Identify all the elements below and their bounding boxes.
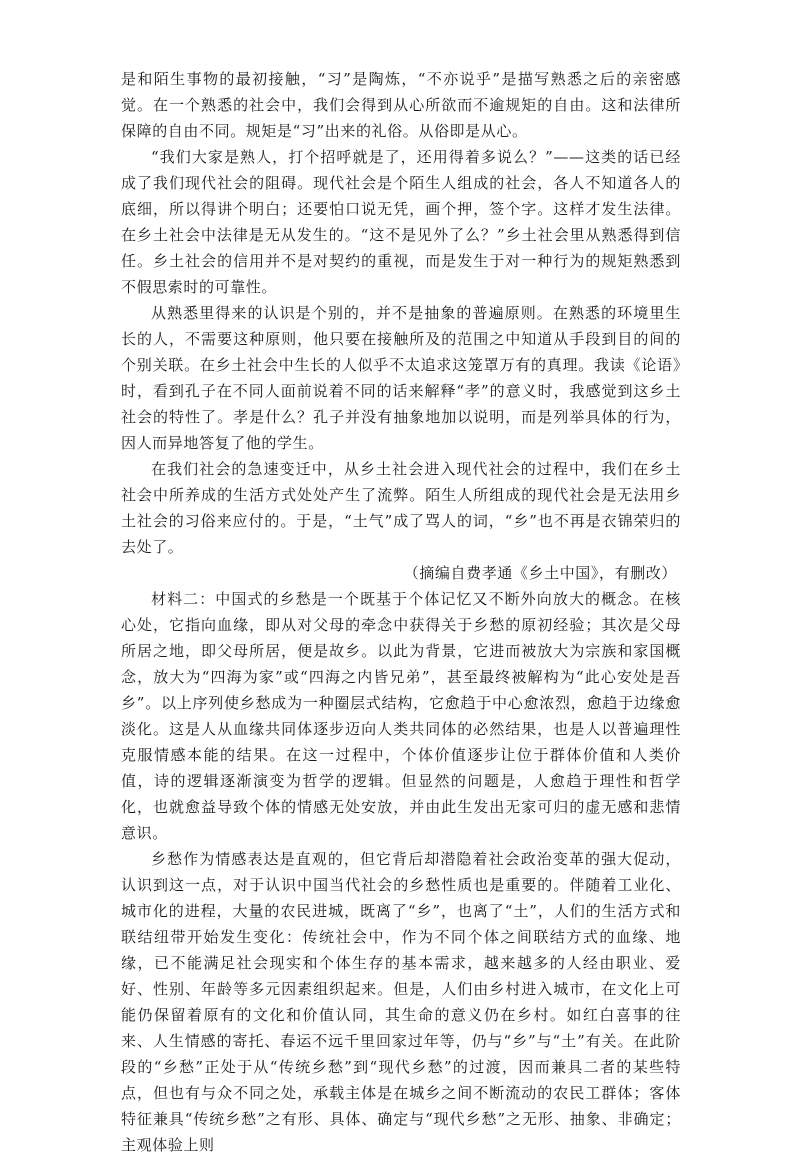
paragraph-1: 是和陌生事物的最初接触，“习”是陶炼，“不亦说乎”是描写熟悉之后的亲密感觉。在一个熟悉的社会中，我们会得到从心所欲而不逾规矩的自由。这和法律所保障的自由不同。规矩是“习”出来的礼俗。从俗即是从心。 [121,70,681,140]
material-two-paragraph-1: 材料二：中国式的乡愁是一个既基于个体记忆又不断外向放大的概念。在核心处，它指向血缘，即从对父母的牵念中获得关于乡愁的原初经验；其次是父母所居之地，即父母所居，便是故乡。以此为背景，它进而被放大为宗族和家国概念，放大为“四海为家”或“四海之内皆兄弟”，甚至最终被解构为“此心安处是吾乡”。以上序列使乡愁成为一种圈层式结构，它愈趋于中心愈浓烈，愈趋于边缘愈淡化。这是人从血缘共同体逐步迈向人类共同体的必然结果，也是人以普遍理性克服情感本能的结果。在这一过程中，个体价值逐步让位于群体价值和人类价值，诗的逻辑逐渐演变为哲学的逻辑。但显然的问题是，人愈趋于理性和哲学化，也就愈益导致个体的情感无处安放，并由此生发出无家可归的虚无感和悲情意识。 [121,590,681,842]
source-citation: （摘编自费孝通《乡土中国》，有删改） [403,564,677,582]
document-page [121,66,681,1158]
paragraph-4: 在我们社会的急速变迁中，从乡土社会进入现代社会的过程中，我们在乡土社会中所养成的生活方式处处产生了流弊。陌生人所组成的现代社会是无法用乡土社会的习俗来应付的。于是，“土气”成了骂人的词，“乡”也不再是衣锦荣归的去处了。 [121,460,681,556]
material-two-paragraph-2: 乡愁作为情感表达是直观的，但它背后却潜隐着社会政治变革的强大促动，认识到这一点，对于认识中国当代社会的乡愁性质也是重要的。伴随着工业化、城市化的进程，大量的农民进城，既离了“乡”，也离了“土”，人们的生活方式和联结纽带开始发生变化：传统社会中，作为不同个体之间联结方式的血缘、地缘，已不能满足社会现实和个体生存的基本需求，越来越多的人经由职业、爱好、性别、年龄等多元因素组织起来。但是，人们由乡村进入城市，在文化上可能仍保留着原有的文化和价值认同，其生命的意义仍在乡村。如红白喜事的往来、人生情感的寄托、春运不远千里回家过年等，仍与“乡”与“土”有关。在此阶段的“乡愁”正处于从“传统乡愁”到“现代乡愁”的过渡，因而兼具二者的某些特点，但也有与众不同之处，承载主体是在城乡之间不断流动的农民工群体；客体特征兼具“传统乡愁”之有形、具体、确定与“现代乡愁”之无形、抽象、非确定；主观体验上则 [121,850,681,1154]
paragraph-3: 从熟悉里得来的认识是个别的，并不是抽象的普遍原则。在熟悉的环境里生长的人，不需要这种原则，他只要在接触所及的范围之中知道从手段到目的间的个别关联。在乡土社会中生长的人似乎不太追求这笼罩万有的真理。我读《论语》时，看到孔子在不同人面前说着不同的话来解释“孝”的意义时，我感觉到这乡土社会的特性了。孝是什么？孔子并没有抽象地加以说明，而是列举具体的行为，因人而异地答复了他的学生。 [121,304,681,452]
paragraph-2: “我们大家是熟人，打个招呼就是了，还用得着多说么？”——这类的话已经成了我们现代社会的阻碍。现代社会是个陌生人组成的社会，各人不知道各人的底细，所以得讲个明白；还要怕口说无凭，画个押，签个字。这样才发生法律。在乡土社会中法律是无从发生的。“这不是见外了么？”乡土社会里从熟悉得到信任。乡土社会的信用并不是对契约的重视，而是发生于对一种行为的规矩熟悉到不假思索时的可靠性。 [121,148,681,296]
